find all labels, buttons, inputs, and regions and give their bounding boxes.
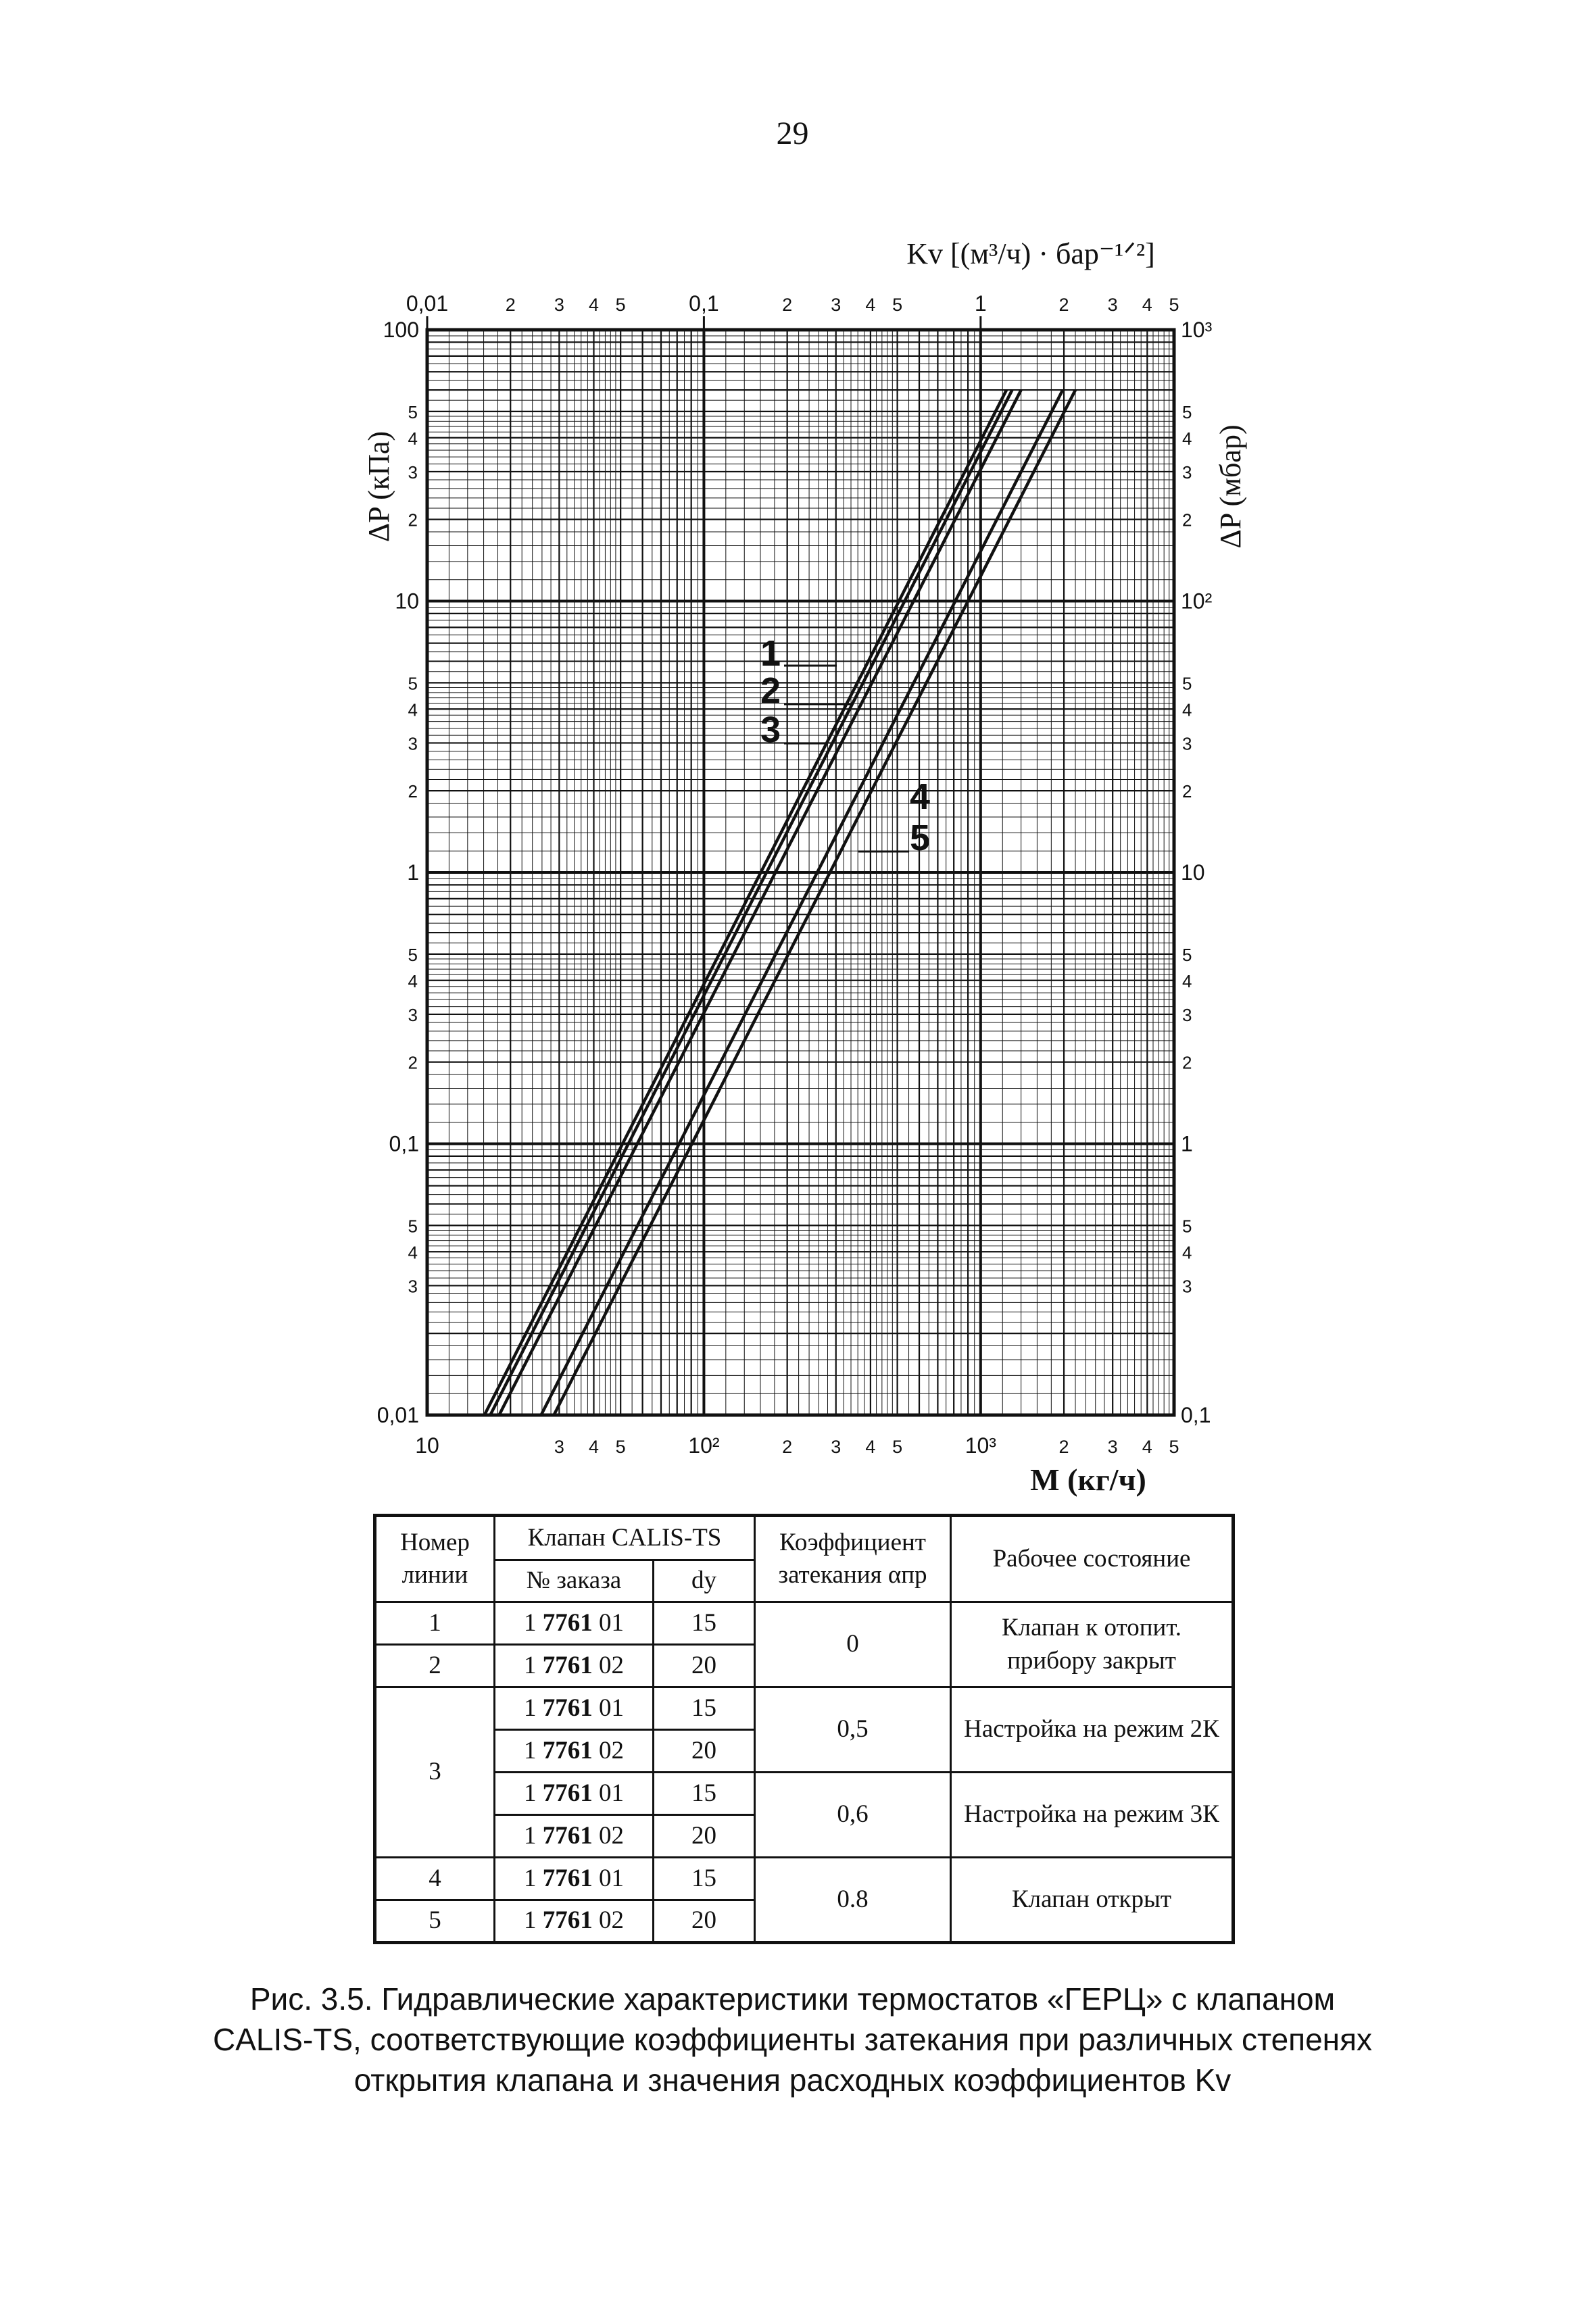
cell-order: 1 7761 02: [495, 1815, 654, 1858]
y2-tick-label: 5: [1182, 944, 1192, 965]
series-label-5: 5: [909, 818, 931, 858]
series-label-1: 1: [760, 633, 781, 674]
series-line-2: [490, 390, 1012, 1415]
y2-tick-label: 4: [1182, 1242, 1192, 1263]
x-tick-label: 10²: [688, 1433, 720, 1458]
cell-coefficient: 0,6: [755, 1773, 951, 1858]
caption-line: Рис. 3.5. Гидравлические характеристики термостатов «ГЕРЦ» с клапаном: [249, 1981, 1336, 2017]
header-line-number: Номер линии: [375, 1516, 495, 1602]
series-label-4: 4: [909, 776, 931, 817]
x2-tick-label: 4: [1142, 295, 1152, 315]
y-tick-label: 5: [408, 944, 418, 965]
cell-order: 1 7761 02: [495, 1645, 654, 1687]
y-tick-label: 4: [408, 699, 418, 720]
y-tick-label: 2: [408, 1052, 418, 1073]
x2-tick-label: 2: [1058, 295, 1069, 315]
cell-dy: 15: [654, 1773, 755, 1815]
cell-dy: 20: [654, 1900, 755, 1943]
y-tick-label: 4: [408, 1242, 418, 1263]
x2-tick-label: 3: [554, 295, 564, 315]
y2-axis-title: ΔP (мбар): [1214, 424, 1247, 549]
y-tick-label: 100: [383, 318, 419, 342]
x2-tick-label: 3: [1107, 295, 1118, 315]
header-dy: dy: [654, 1560, 755, 1602]
caption-line: CALIS-TS, соответствующие коэффициенты затекания при различных степенях: [213, 2022, 1372, 2057]
cell-dy: 20: [654, 1815, 755, 1858]
figure-caption: [101, 1979, 1484, 2100]
y2-tick-label: 10³: [1181, 318, 1213, 342]
cell-order: 1 7761 01: [495, 1858, 654, 1900]
cell-line: 5: [375, 1900, 495, 1943]
y-tick-label: 3: [408, 733, 418, 754]
cell-line: 1: [375, 1602, 495, 1645]
y2-tick-label: 0,1: [1181, 1403, 1211, 1427]
y2-tick-label: 5: [1182, 401, 1192, 422]
y-tick-label: 3: [408, 1276, 418, 1297]
cell-state: Настройка на режим 2К: [951, 1687, 1234, 1773]
series-line-1: [485, 390, 1006, 1415]
x-tick-label: 4: [1142, 1437, 1152, 1457]
header-order: № заказа: [495, 1560, 654, 1602]
x-tick-label: 4: [865, 1437, 876, 1457]
cell-coefficient: 0: [755, 1602, 951, 1687]
y-axis-title: ΔP (кПа): [362, 430, 395, 543]
series-label-2: 2: [760, 670, 781, 711]
cell-order: 1 7761 01: [495, 1687, 654, 1730]
y2-tick-label: 3: [1182, 1276, 1192, 1297]
chart-grid: [427, 330, 1174, 1415]
x2-tick-label: 2: [505, 295, 516, 315]
x-tick-label: 3: [831, 1437, 842, 1457]
x2-tick-label: 0,1: [689, 291, 719, 316]
x-tick-label: 3: [1107, 1437, 1118, 1457]
x-tick-label: 10³: [965, 1433, 996, 1458]
y-tick-label: 2: [408, 510, 418, 530]
cell-dy: 15: [654, 1687, 755, 1730]
y2-tick-label: 3: [1182, 1004, 1192, 1025]
chart-series: [485, 390, 1075, 1415]
cell-dy: 15: [654, 1858, 755, 1900]
x-tick-label: 2: [1058, 1437, 1069, 1457]
cell-order: 1 7761 02: [495, 1900, 654, 1943]
y2-tick-label: 2: [1182, 781, 1192, 802]
x-tick-label: 5: [892, 1437, 903, 1457]
cell-line: 2: [375, 1645, 495, 1687]
valve-table: [373, 1514, 1235, 1944]
y2-tick-label: 3: [1182, 733, 1192, 754]
y-tick-label: 3: [408, 462, 418, 483]
header-valve: Клапан CALIS-TS: [495, 1516, 755, 1560]
x2-tick-label: 5: [892, 295, 903, 315]
x2-tick-label: 3: [831, 295, 842, 315]
cell-dy: 20: [654, 1730, 755, 1773]
y2-tick-label: 10²: [1181, 589, 1213, 614]
y-tick-label: 2: [408, 781, 418, 802]
y-tick-label: 0,01: [376, 1403, 419, 1427]
x-tick-label: 4: [588, 1437, 600, 1457]
y2-tick-label: 2: [1182, 1052, 1192, 1073]
cell-order: 1 7761 01: [495, 1602, 654, 1645]
caption-line: открытия клапана и значения расходных коэффициентов Kv: [353, 2062, 1232, 2098]
y2-tick-label: 5: [1182, 673, 1192, 694]
y-tick-label: 5: [408, 1216, 418, 1237]
x2-tick-label: 1: [974, 291, 987, 316]
cell-state: Клапан открыт: [951, 1858, 1234, 1943]
page-number: 29: [776, 116, 809, 151]
y-tick-label: 4: [408, 428, 418, 449]
cell-state: Клапан к отопит. прибору закрыт: [951, 1602, 1234, 1687]
y2-tick-label: 2: [1182, 510, 1192, 530]
y2-tick-label: 5: [1182, 1216, 1192, 1237]
x2-axis-title: Kv [(м³/ч) · бар⁻¹ᐟ²]: [906, 237, 1155, 270]
chart-tick-labels: [377, 291, 1213, 1458]
x2-tick-label: 2: [782, 295, 793, 315]
y2-tick-label: 4: [1182, 428, 1192, 449]
y2-tick-label: 10: [1181, 860, 1205, 885]
cell-order: 1 7761 01: [495, 1773, 654, 1815]
y-tick-label: 0,1: [389, 1131, 419, 1156]
x-axis-title: M (кг/ч): [1030, 1462, 1146, 1497]
x2-tick-label: 4: [588, 295, 600, 315]
x2-tick-label: 4: [865, 295, 876, 315]
x-tick-label: 5: [1169, 1437, 1179, 1457]
y-tick-label: 5: [408, 401, 418, 422]
y-tick-label: 3: [408, 1004, 418, 1025]
x-tick-label: 5: [615, 1437, 626, 1457]
x2-tick-label: 0,01: [406, 291, 449, 316]
x-tick-label: 3: [554, 1437, 564, 1457]
cell-dy: 15: [654, 1602, 755, 1645]
y2-tick-label: 4: [1182, 970, 1192, 991]
series-label-3: 3: [760, 710, 781, 750]
y-tick-label: 4: [408, 970, 418, 991]
header-state: Рабочее состояние: [951, 1516, 1234, 1602]
series-line-4: [541, 390, 1063, 1415]
chart-axis-labels: [362, 237, 1247, 1497]
x-tick-label: 10: [415, 1433, 439, 1458]
cell-dy: 20: [654, 1645, 755, 1687]
cell-coefficient: 0,5: [755, 1687, 951, 1773]
cell-coefficient: 0.8: [755, 1858, 951, 1943]
x2-tick-label: 5: [1169, 295, 1179, 315]
y2-tick-label: 4: [1182, 699, 1192, 720]
x-tick-label: 2: [782, 1437, 793, 1457]
cell-order: 1 7761 02: [495, 1730, 654, 1773]
cell-line: 4: [375, 1858, 495, 1900]
y2-tick-label: 1: [1181, 1131, 1193, 1156]
cell-line: 3: [375, 1687, 495, 1858]
y-tick-label: 10: [395, 589, 419, 614]
cell-state: Настройка на режим 3К: [951, 1773, 1234, 1858]
y-tick-label: 5: [408, 673, 418, 694]
y2-tick-label: 3: [1182, 462, 1192, 483]
y-tick-label: 1: [407, 860, 419, 885]
x2-tick-label: 5: [615, 295, 626, 315]
header-coefficient: Коэффициент затекания αпр: [755, 1516, 951, 1602]
